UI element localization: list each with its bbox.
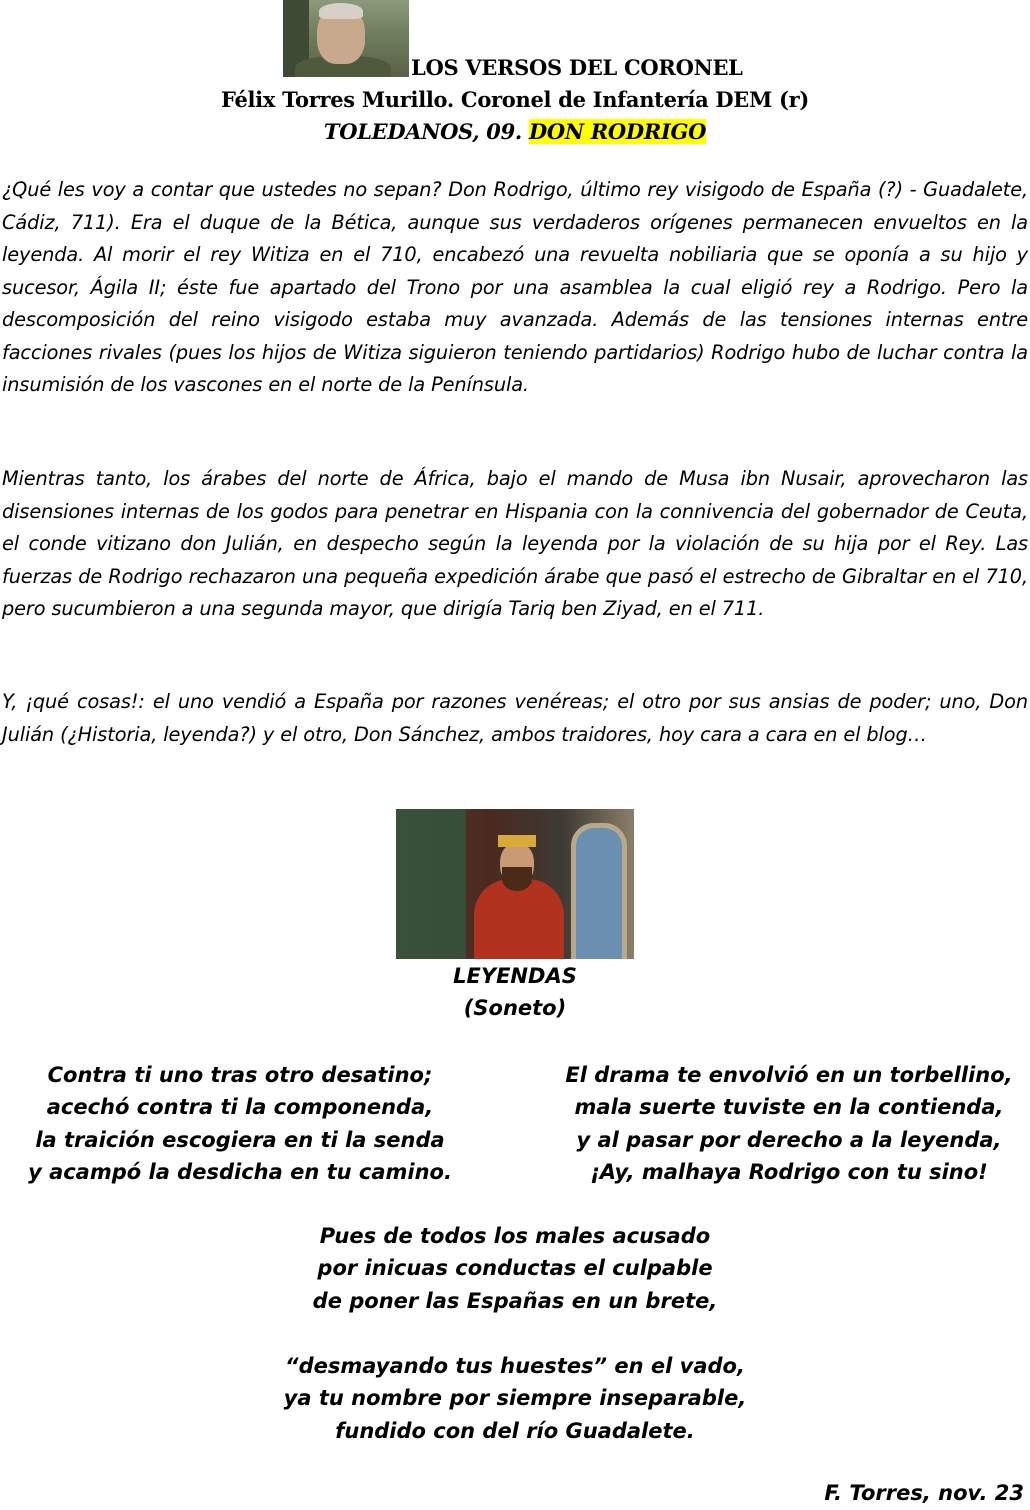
poem-subtitle: (Soneto) <box>463 996 567 1020</box>
verse-line: por inicuas conductas el culpable <box>317 1256 713 1281</box>
stanza-2 <box>548 1059 1030 1188</box>
verse-line: y al pasar por derecho a la leyenda, <box>576 1127 1002 1152</box>
verse-line: fundido con del río Guadalete. <box>335 1418 695 1443</box>
verse-line: de poner las Españas en un brete, <box>312 1288 718 1313</box>
blog-title: LOS VERSOS DEL CORONEL <box>411 55 743 80</box>
verse-line: ¡Ay, malhaya Rodrigo con tu sino! <box>590 1159 988 1184</box>
verse-line: Contra ti uno tras otro desatino; <box>47 1063 433 1087</box>
verse-line: mala suerte tuviste en la contienda, <box>574 1095 1004 1120</box>
author-line: Félix Torres Murillo. Coronel de Infantería DEM (r) <box>220 87 810 112</box>
signature: F. Torres, nov. 23 <box>824 1481 1024 1505</box>
author-photo <box>283 0 409 77</box>
verse-line: acechó contra ti la componenda, <box>46 1095 434 1120</box>
verse-line: ya tu nombre por siempre inseparable, <box>283 1386 747 1411</box>
highlighted-subject: DON RODRIGO <box>528 119 707 144</box>
paragraph-2: Mientras tanto, los árabes del norte de África, bajo el mando de Musa ibn Nusair, aprovecharon las disensiones internas de los godos para penetrar en Hispania con la connivencia del gobernador de Ceuta, el conde vitizano don Julián, en despecho según la leyenda por la violación de su hija por el Rey. Las fuerzas de Rodrigo rechazaron una pequeña expedición árabe que pasó el estrecho de Gibraltar en el 710, pero sucumbieron a una segunda mayor, que dirigía Tariq ben Ziyad, en el 711. <box>2 467 1028 620</box>
stanza-4 <box>0 1350 1030 1447</box>
don-rodrigo-painting <box>396 809 634 959</box>
poem-title: LEYENDAS <box>453 964 577 988</box>
verse-line: El drama te envolvió en un torbellino, <box>565 1063 1013 1087</box>
post-title <box>0 119 1030 144</box>
verse-line: Pues de todos los males acusado <box>319 1224 711 1248</box>
page-header <box>0 0 1030 150</box>
paragraph-3: Y, ¡qué cosas!: el uno vendió a España por razones venéreas; el otro por sus ansias de poder; uno, Don Julián (¿Historia, leyenda?) y el otro, Don Sánchez, ambos traidores, hoy cara a cara en el blog… <box>2 690 1028 746</box>
verse-line: y acampó la desdicha en tu camino. <box>28 1159 452 1184</box>
paragraph-1: ¿Qué les voy a contar que ustedes no sepan? Don Rodrigo, último rey visigodo de España (?) - Guadalete, Cádiz, 711). Era el duque de la Bética, aunque sus verdaderos orígenes permanecen envueltos en la leyenda. Al morir el rey Witiza en el 710, encabezó una revuelta nobiliaria que se oponía a su hijo y sucesor, Ágila II; éste fue apartado del Trono por una asamblea la cual eligió rey a Rodrigo. Pero la descomposición del reino visigodo estaba muy avanzada. Además de las tensiones internas entre facciones rivales (pues los hijos de Witiza siguieron teniendo partidarios) Rodrigo hubo de luchar contra la insumisión de los vascones en el norte de la Península. <box>2 178 1028 396</box>
stanza-1 <box>0 1059 480 1188</box>
stanza-3 <box>0 1220 1030 1317</box>
series-label: TOLEDANOS, 09. <box>323 119 529 144</box>
verse-line: la traición escogiera en ti la senda <box>35 1127 445 1152</box>
verse-line: “desmayando tus huestes” en el vado, <box>285 1354 745 1378</box>
